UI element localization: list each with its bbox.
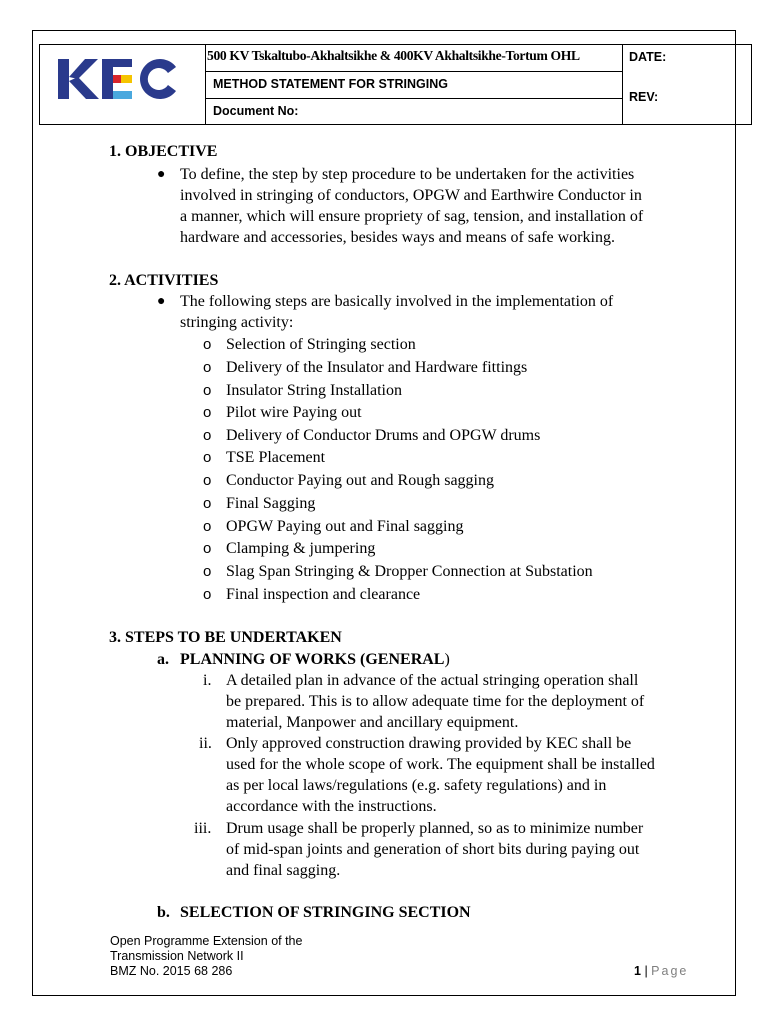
circle-bullet-icon: o: [203, 382, 212, 399]
sub-b-label: b.: [157, 904, 170, 921]
circle-bullet-icon: o: [203, 404, 212, 421]
header-table: [39, 44, 752, 125]
activity-item: Pilot wire Paying out: [226, 404, 362, 421]
activity-item: Final Sagging: [226, 495, 316, 512]
bullet-icon: ●: [157, 294, 166, 309]
circle-bullet-icon: o: [203, 563, 212, 580]
point-ii-line: Only approved construction drawing provided by KEC shall be: [226, 735, 632, 752]
point-ii-num: ii.: [199, 735, 212, 752]
doc-title: METHOD STATEMENT FOR STRINGING: [213, 77, 448, 91]
circle-bullet-icon: o: [203, 518, 212, 535]
circle-bullet-icon: o: [203, 449, 212, 466]
circle-bullet-icon: o: [203, 472, 212, 489]
activity-item: Final inspection and clearance: [226, 586, 421, 603]
activity-item: Slag Span Stringing & Dropper Connection at Substation: [226, 563, 593, 580]
doc-no-label: Document No:: [213, 104, 299, 118]
activities-line-2: stringing activity:: [180, 314, 294, 331]
title-cell: [206, 45, 623, 124]
objective-line-2: involved in stringing of conductors, OPGW and Earthwire Conductor in: [180, 187, 642, 204]
activities-heading: 2. ACTIVITIES: [109, 272, 219, 289]
steps-heading: 3. STEPS TO BE UNDERTAKEN: [109, 629, 342, 646]
sub-a-title: PLANNING OF WORKS (GENERAL): [180, 651, 450, 668]
point-i-line: be prepared. This is to allow adequate time for the deployment of: [226, 693, 645, 710]
activities-line-1: The following steps are basically involved in the implementation of: [180, 293, 614, 310]
date-row: [623, 45, 751, 72]
circle-bullet-icon: o: [203, 336, 212, 353]
activity-item: Conductor Paying out and Rough sagging: [226, 472, 494, 489]
objective-line-4: hardware and accessories, besides ways and means of safe working.: [180, 229, 615, 246]
point-ii-line: used for the whole scope of work. The equipment shall be installed: [226, 756, 655, 773]
logo-cell: [40, 45, 206, 124]
point-iii-line: and final sagging.: [226, 862, 341, 879]
rev-label: REV:: [629, 90, 659, 104]
circle-bullet-icon: o: [203, 540, 212, 557]
activity-item: Selection of Stringing section: [226, 336, 416, 353]
activity-item: TSE Placement: [226, 449, 326, 466]
point-i-num: i.: [203, 672, 212, 689]
footer-line-3: BMZ No. 2015 68 286: [110, 964, 233, 978]
sub-a-label: a.: [157, 651, 169, 668]
point-i-line: material, Manpower and ancillary equipment.: [226, 714, 519, 731]
activity-item: Clamping & jumpering: [226, 540, 376, 557]
point-iii-line: of mid-span joints and generation of short bits during paying out: [226, 841, 640, 858]
project-title-row: [206, 45, 622, 72]
date-label: DATE:: [629, 50, 667, 64]
bullet-icon: ●: [157, 167, 166, 182]
objective-heading: 1. OBJECTIVE: [109, 143, 218, 160]
rev-row: [623, 72, 751, 124]
activity-item: Delivery of the Insulator and Hardware fittings: [226, 359, 528, 376]
objective-line-3: a manner, which will ensure propriety of sag, tension, and installation of: [180, 208, 644, 225]
circle-bullet-icon: o: [203, 495, 212, 512]
doc-no-row: [206, 99, 622, 124]
sub-b-title: SELECTION OF STRINGING SECTION: [180, 904, 471, 921]
footer-line-1: Open Programme Extension of the: [110, 934, 303, 948]
project-title: 500 KV Tskaltubo-Akhaltsikhe & 400KV Akhaltsikhe-Tortum OHL: [207, 48, 580, 63]
activity-item: Insulator String Installation: [226, 382, 402, 399]
activity-item: Delivery of Conductor Drums and OPGW drums: [226, 427, 541, 444]
point-iii-line: Drum usage shall be properly planned, so as to minimize number: [226, 820, 644, 837]
activity-item: OPGW Paying out and Final sagging: [226, 518, 464, 535]
doc-title-row: [206, 72, 622, 99]
point-ii-line: accordance with the instructions.: [226, 798, 437, 815]
objective-line-1: To define, the step by step procedure to be undertaken for the activities: [180, 166, 635, 183]
circle-bullet-icon: o: [203, 359, 212, 376]
circle-bullet-icon: o: [203, 427, 212, 444]
point-ii-line: as per local laws/regulations (e.g. safety regulations) and in: [226, 777, 607, 794]
date-rev-cell: [623, 45, 751, 124]
point-iii-num: iii.: [194, 820, 212, 837]
footer-line-2: Transmission Network II: [110, 949, 244, 963]
circle-bullet-icon: o: [203, 586, 212, 603]
point-i-line: A detailed plan in advance of the actual stringing operation shall: [226, 672, 639, 689]
page-number: 1 | Page: [634, 964, 689, 978]
kec-logo: [58, 55, 178, 103]
